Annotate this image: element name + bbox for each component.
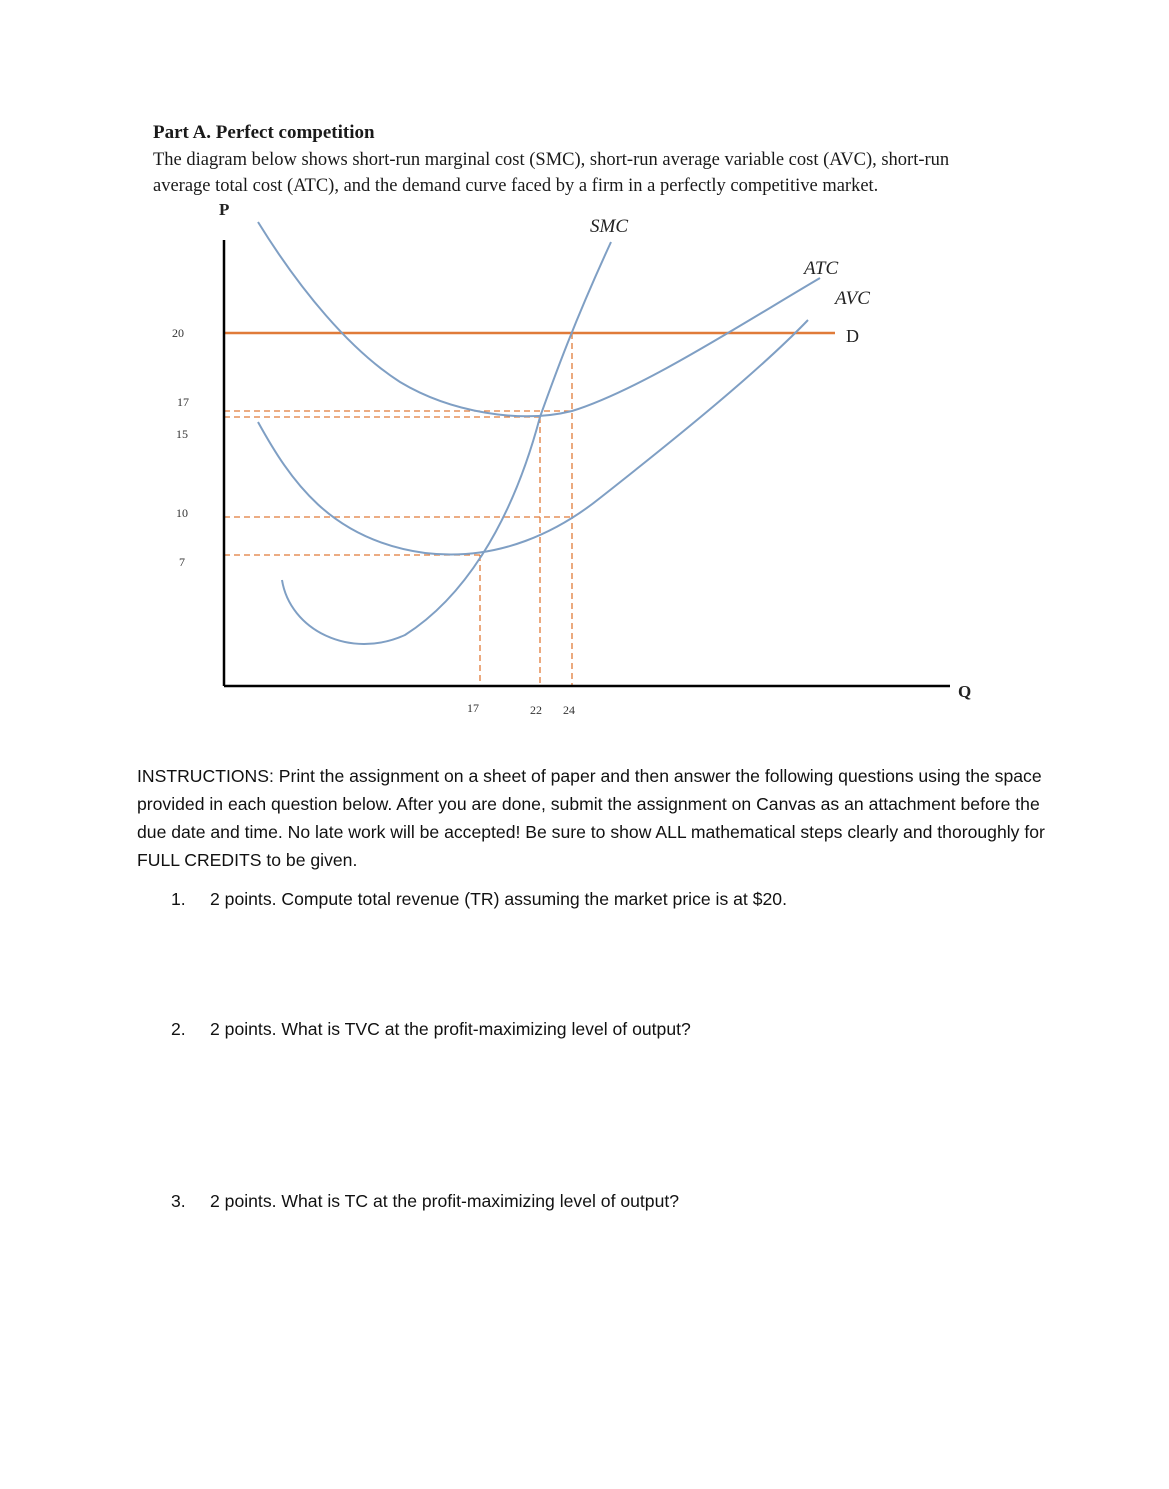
avc-label: AVC bbox=[835, 288, 870, 309]
y-axis-title: P bbox=[219, 200, 230, 219]
atc-label: ATC bbox=[804, 258, 839, 279]
question-2 bbox=[171, 1019, 691, 1040]
x-tick-label: 22 bbox=[530, 703, 542, 717]
cost-curves-diagram bbox=[0, 0, 1169, 740]
y-tick-label: 17 bbox=[177, 395, 189, 409]
intro-line-2: average total cost (ATC), and the demand curve faced by a firm in a perfectly competitive market. bbox=[153, 176, 879, 196]
question-number: 2. bbox=[171, 1019, 186, 1039]
question-text: 2 points. What is TVC at the profit-maximizing level of output? bbox=[210, 1019, 691, 1039]
guide-lines bbox=[224, 333, 572, 686]
part-title: Part A. Perfect competition bbox=[153, 122, 375, 143]
instructions-paragraph: INSTRUCTIONS: Print the assignment on a sheet of paper and then answer the following questions using the space provided in each question below. After you are done, submit the assignment on Canvas as an attachment before the due date and time. No late work will be accepted! Be sure to show ALL mathematical steps clearly and thoroughly for FULL CREDITS to be given. bbox=[137, 766, 1045, 870]
question-3 bbox=[171, 1191, 679, 1212]
avc-curve bbox=[258, 320, 808, 555]
question-text: 2 points. Compute total revenue (TR) assuming the market price is at $20. bbox=[210, 889, 787, 909]
y-tick-label: 15 bbox=[176, 427, 188, 441]
question-number: 3. bbox=[171, 1191, 186, 1211]
y-tick-label: 20 bbox=[172, 326, 184, 340]
question-number: 1. bbox=[171, 889, 186, 909]
question-1 bbox=[171, 889, 787, 910]
x-tick-label: 24 bbox=[563, 703, 575, 717]
intro-line-1: The diagram below shows short-run marginal cost (SMC), short-run average variable cost (AVC), short-run bbox=[153, 150, 950, 170]
x-tick-label: 17 bbox=[467, 701, 479, 715]
x-axis-title: Q bbox=[958, 682, 972, 701]
smc-curve bbox=[282, 242, 611, 644]
smc-label: SMC bbox=[590, 216, 628, 237]
y-tick-label: 10 bbox=[176, 506, 188, 520]
y-tick-label: 7 bbox=[179, 555, 185, 569]
demand-label: D bbox=[846, 326, 859, 346]
question-text: 2 points. What is TC at the profit-maximizing level of output? bbox=[210, 1191, 680, 1211]
